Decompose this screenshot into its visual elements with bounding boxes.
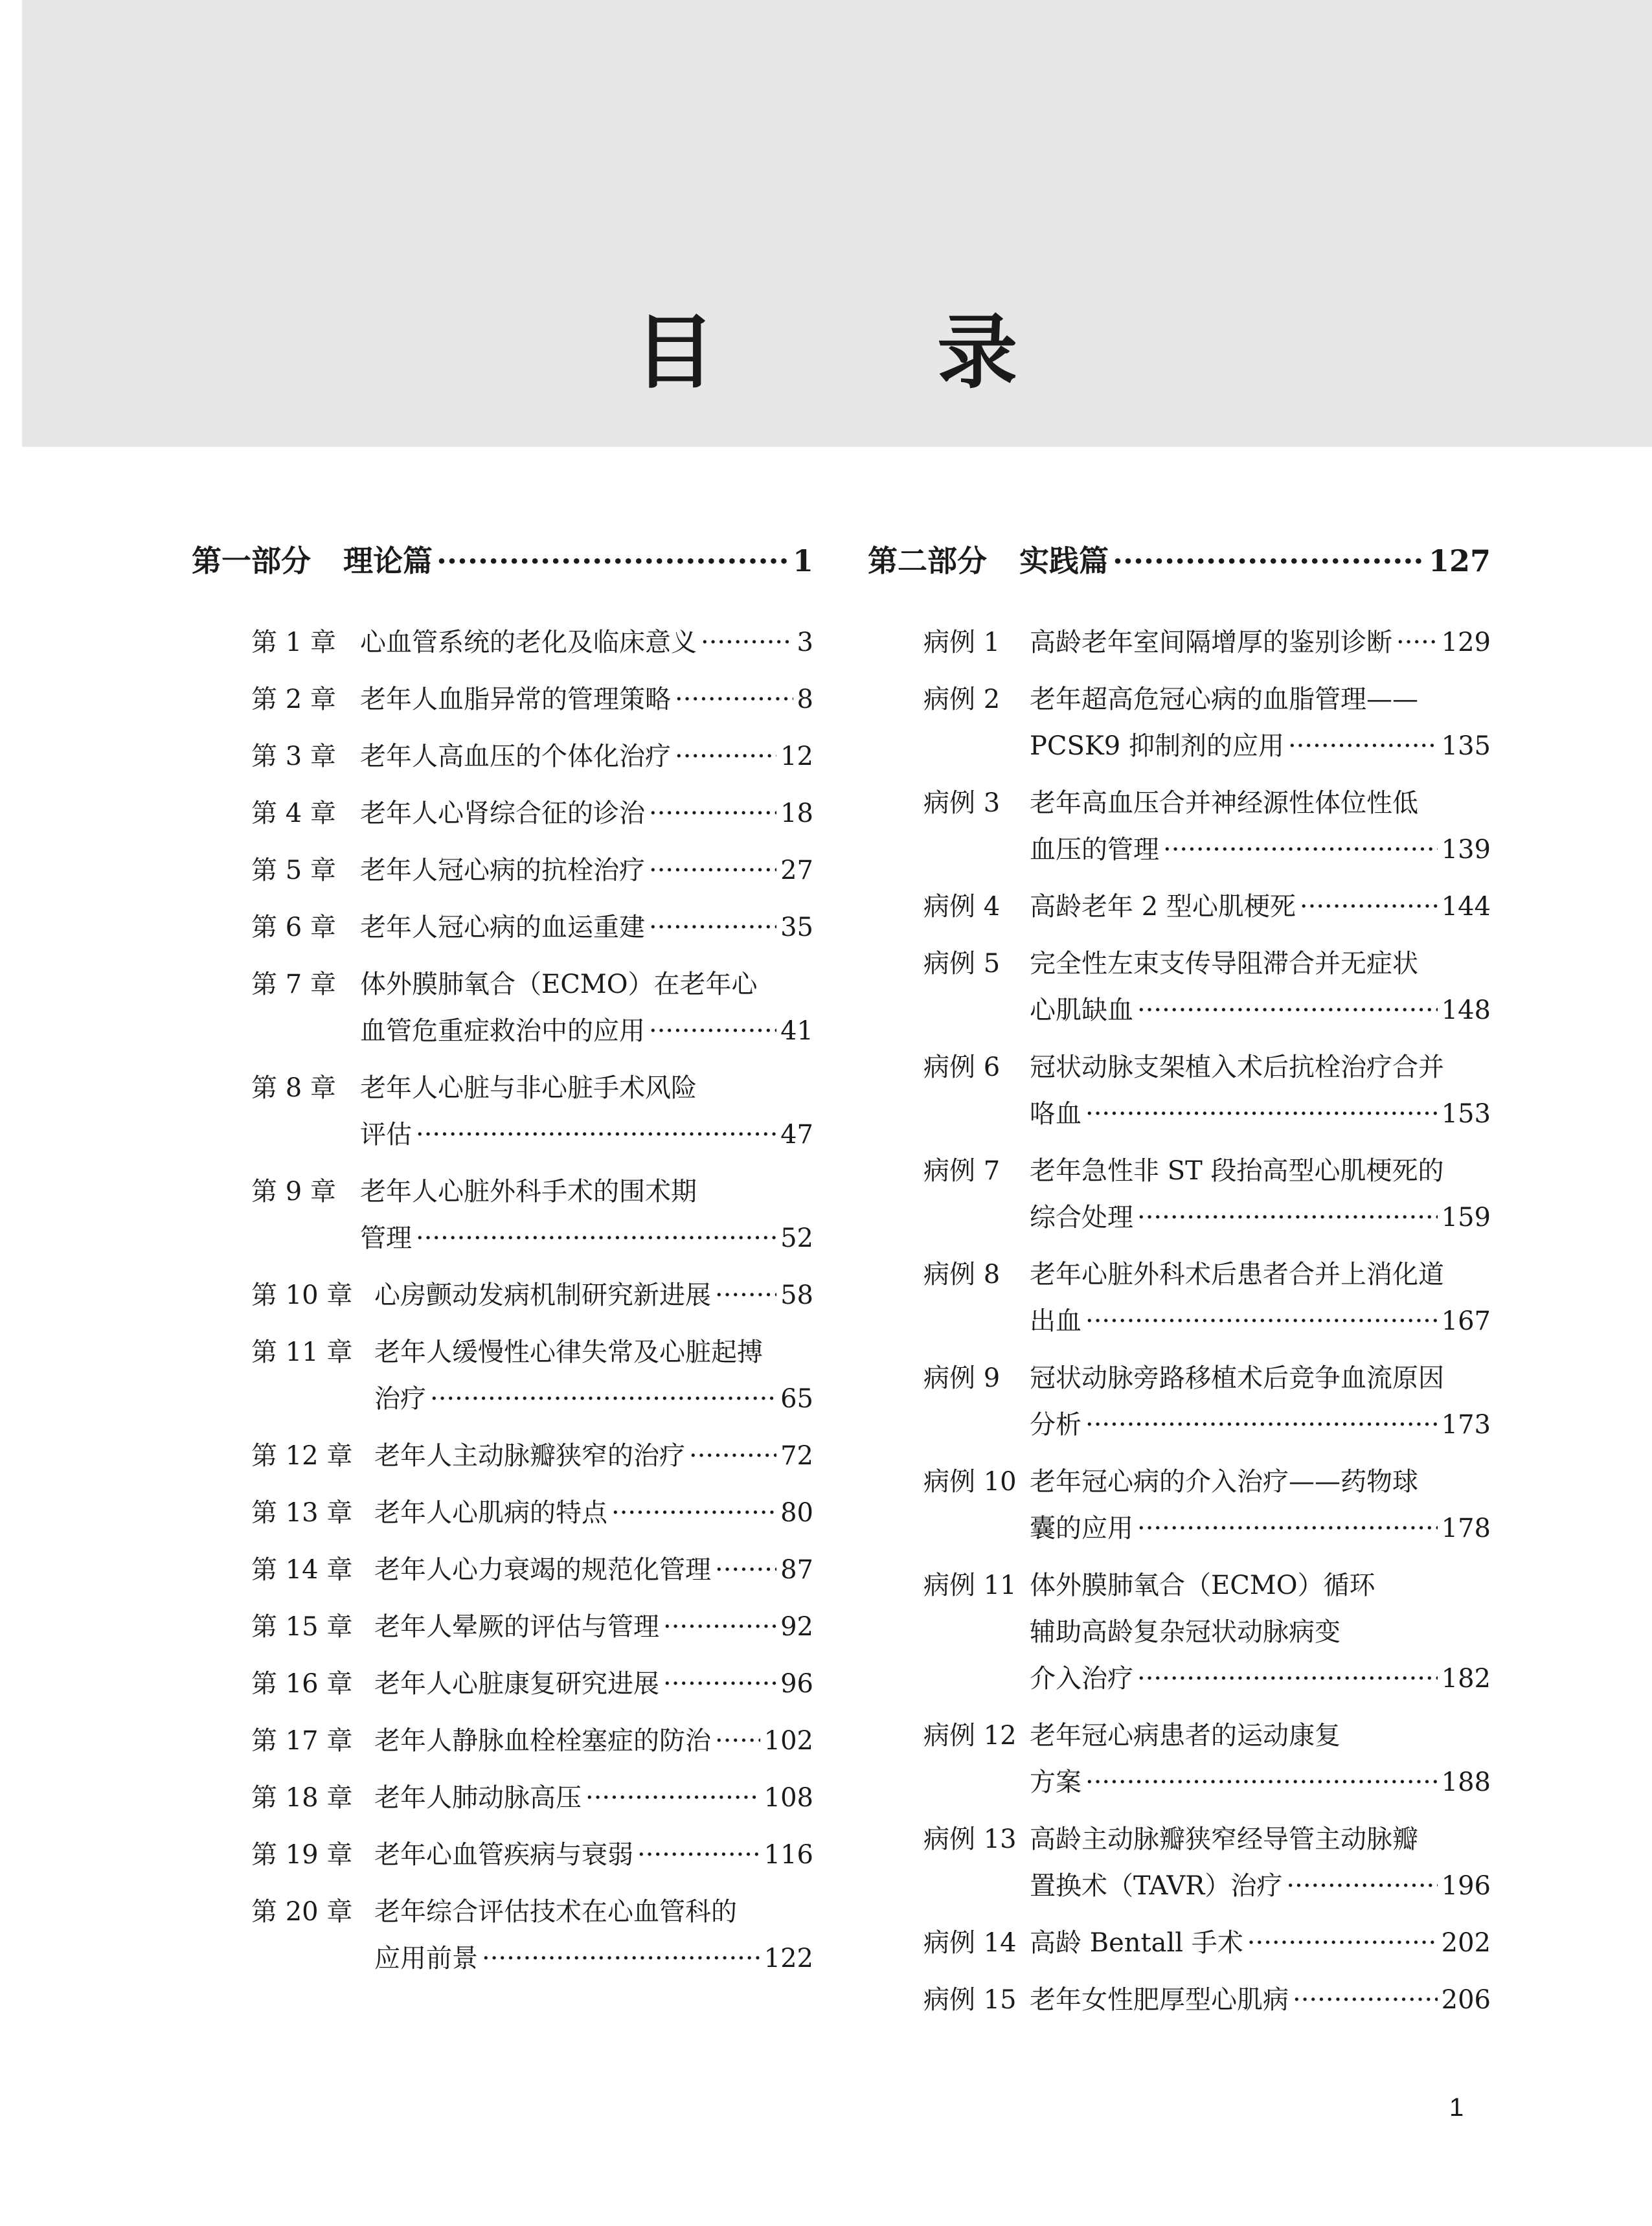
entry-title: 心肌缺血 (1030, 995, 1133, 1025)
entry-title: 出血 (1030, 1306, 1081, 1336)
entry-number: 病例 14 (923, 1928, 1017, 1958)
leader-dots (675, 676, 793, 723)
entry-page: 159 (1441, 1203, 1491, 1232)
entry-line (1030, 1977, 1491, 2023)
toc-entry[interactable] (192, 1832, 813, 1878)
toc-entry[interactable] (868, 1044, 1491, 1137)
entry-line (1030, 1355, 1491, 1402)
entry-line (360, 619, 813, 666)
toc-part-1 (192, 538, 813, 1992)
entry-number: 第 18 章 (251, 1783, 353, 1813)
entry-title: 血管危重症救治中的应用 (360, 1016, 645, 1046)
entry-page: 58 (780, 1280, 813, 1310)
entry-number: 病例 1 (923, 628, 1001, 657)
entry-line (1030, 1505, 1491, 1552)
toc-entry[interactable] (868, 1148, 1491, 1241)
entry-number: 第 15 章 (251, 1612, 353, 1642)
entry-title: 老年人心脏外科手术的围术期 (360, 1177, 697, 1207)
entry-body (374, 1718, 813, 1764)
entry-number: 病例 11 (923, 1571, 1017, 1600)
leader-dots (689, 1433, 776, 1479)
entry-number: 第 8 章 (251, 1073, 336, 1103)
toc-entry[interactable] (192, 904, 813, 951)
entry-page: 173 (1441, 1410, 1491, 1440)
entry-body (1030, 1355, 1491, 1448)
entry-title: 老年综合评估技术在心血管科的 (374, 1897, 737, 1927)
toc-entry[interactable] (192, 1547, 813, 1593)
leader-dots (649, 904, 776, 951)
entry-title: 心房颤动发病机制研究新进展 (374, 1280, 711, 1310)
entry-body (1030, 619, 1491, 666)
entry-page: 41 (780, 1016, 813, 1046)
toc-entry[interactable] (192, 1661, 813, 1707)
leader-dots (1137, 1655, 1438, 1702)
entry-number: 第 14 章 (251, 1555, 353, 1585)
toc-entry[interactable] (868, 1977, 1491, 2023)
entry-line (360, 1168, 813, 1215)
entry-number: 第 1 章 (251, 628, 336, 657)
entry-title: 高龄老年室间隔增厚的鉴别诊断 (1030, 628, 1392, 657)
entry-title: 评估 (360, 1120, 412, 1150)
entry-number: 第 10 章 (251, 1280, 353, 1310)
entry-page: 178 (1441, 1514, 1491, 1543)
part-title: 实践篇 (1019, 543, 1109, 578)
part-heading[interactable] (868, 538, 1491, 591)
entry-page: 102 (764, 1726, 813, 1756)
entry-title: 治疗 (374, 1384, 426, 1414)
entry-body (1030, 1712, 1491, 1806)
toc-entry[interactable] (192, 1065, 813, 1158)
entry-line (1030, 1562, 1491, 1609)
entry-line (374, 1604, 813, 1650)
toc-entry[interactable] (192, 1168, 813, 1262)
entry-title: 老年人冠心病的抗栓治疗 (360, 856, 645, 885)
entry-line (374, 1832, 813, 1878)
entry-title: 老年心血管疾病与衰弱 (374, 1840, 633, 1870)
entry-number: 第 6 章 (251, 913, 336, 942)
toc-part-2 (868, 538, 1491, 2034)
entry-title: 老年冠心病患者的运动康复 (1030, 1721, 1341, 1751)
leader-dots (585, 1775, 760, 1821)
entry-title: 综合处理 (1030, 1203, 1133, 1232)
entry-title: 老年女性肥厚型心肌病 (1030, 1985, 1289, 2015)
toc-entry[interactable] (192, 1718, 813, 1764)
leader-dots (1163, 826, 1438, 873)
entry-title: 体外膜肺氧合（ECMO）循环 (1030, 1571, 1375, 1600)
toc-entry[interactable] (192, 733, 813, 780)
entry-line (374, 1935, 813, 1982)
entry-page: 87 (780, 1555, 813, 1585)
entry-title: 老年人主动脉瓣狭窄的治疗 (374, 1441, 685, 1471)
toc-entry[interactable] (868, 619, 1491, 666)
entry-line (1030, 1655, 1491, 1702)
entry-title: 老年人晕厥的评估与管理 (374, 1612, 659, 1642)
toc-entry[interactable] (868, 1459, 1491, 1552)
entry-title: 血压的管理 (1030, 835, 1159, 865)
toc-entry[interactable] (192, 847, 813, 894)
toc-entry[interactable] (868, 1816, 1491, 1909)
entry-title: 冠状动脉旁路移植术后竞争血流原因 (1030, 1363, 1444, 1393)
entry-line (1030, 1194, 1491, 1241)
toc-entry[interactable] (192, 961, 813, 1054)
leader-dots (1396, 619, 1438, 666)
entry-body (1030, 1459, 1491, 1552)
page-title: 目 录 (634, 306, 1115, 400)
entry-number: 病例 5 (923, 949, 1001, 979)
entry-page: 108 (764, 1783, 813, 1813)
entry-line (374, 1376, 813, 1422)
leader-dots (675, 733, 776, 780)
toc-entry[interactable] (192, 1433, 813, 1479)
toc-entry[interactable] (868, 1712, 1491, 1806)
toc-entry[interactable] (868, 1920, 1491, 1966)
entry-line (360, 1111, 813, 1158)
entry-title: 方案 (1030, 1767, 1081, 1797)
entry-number: 病例 15 (923, 1985, 1017, 2015)
entry-page: 92 (780, 1612, 813, 1642)
toc-entry[interactable] (192, 1329, 813, 1422)
entry-title: 老年人心肾综合征的诊治 (360, 799, 645, 828)
entry-body (374, 1433, 813, 1479)
entry-line (1030, 1402, 1491, 1448)
leader-dots (1286, 1863, 1437, 1909)
leader-dots (1247, 1920, 1438, 1966)
leader-dots (1085, 1298, 1438, 1345)
leader-dots (416, 1215, 776, 1262)
entry-title: 咯血 (1030, 1099, 1081, 1129)
entry-page: 80 (780, 1498, 813, 1528)
page-number: 1 (1449, 2093, 1464, 2122)
entry-line (374, 1433, 813, 1479)
entry-title: 老年人心力衰竭的规范化管理 (374, 1555, 711, 1585)
entry-number: 病例 8 (923, 1260, 1001, 1289)
toc-entry[interactable] (868, 1251, 1491, 1345)
entry-number: 病例 4 (923, 892, 1001, 922)
entry-line (1030, 1863, 1491, 1909)
leader-dots (1085, 1091, 1438, 1137)
leader-dots (715, 1718, 760, 1764)
entry-title: 老年高血压合并神经源性体位性低 (1030, 788, 1418, 818)
entry-line (360, 676, 813, 723)
toc-entry[interactable] (192, 1775, 813, 1821)
entry-line (1030, 987, 1491, 1034)
entry-number: 第 7 章 (251, 970, 336, 999)
entry-number: 病例 10 (923, 1467, 1017, 1497)
entry-body (360, 619, 813, 666)
entry-title: 老年人心脏康复研究进展 (374, 1669, 659, 1699)
entry-line (1030, 1609, 1491, 1655)
entry-title: 老年冠心病的介入治疗——药物球 (1030, 1467, 1418, 1497)
leader-dots (1137, 1505, 1438, 1552)
leader-dots (715, 1547, 776, 1593)
entry-line (360, 904, 813, 951)
part-title: 理论篇 (343, 543, 433, 578)
entry-number: 病例 3 (923, 788, 1001, 818)
entry-body (374, 1329, 813, 1422)
entry-body (374, 1889, 813, 1982)
entry-line (360, 1215, 813, 1262)
leader-dots (482, 1935, 760, 1982)
entry-title: 体外膜肺氧合（ECMO）在老年心 (360, 970, 758, 999)
toc-entry[interactable] (192, 676, 813, 723)
entry-page: 12 (780, 742, 813, 771)
entry-number: 第 16 章 (251, 1669, 353, 1699)
entry-page: 206 (1441, 1985, 1491, 2015)
entry-list (868, 619, 1491, 2023)
entry-line (360, 1065, 813, 1111)
leader-dots (663, 1661, 776, 1707)
entry-title: 老年人肺动脉高压 (374, 1783, 582, 1813)
entry-line (1030, 940, 1491, 987)
leader-dots (1085, 1402, 1438, 1448)
entry-title: 心血管系统的老化及临床意义 (360, 628, 697, 657)
entry-title: 完全性左束支传导阻滞合并无症状 (1030, 949, 1418, 979)
entry-title: 老年人缓慢性心律失常及心脏起搏 (374, 1337, 763, 1367)
entry-page: 167 (1441, 1306, 1491, 1336)
entry-line (1030, 1459, 1491, 1505)
entry-title: 老年超高危冠心病的血脂管理—— (1030, 685, 1418, 714)
entry-title: 高龄主动脉瓣狭窄经导管主动脉瓣 (1030, 1824, 1418, 1854)
entry-line (1030, 1759, 1491, 1806)
entry-line (374, 1775, 813, 1821)
entry-line (374, 1272, 813, 1319)
entry-body (1030, 780, 1491, 873)
entry-line (374, 1329, 813, 1376)
entry-number: 第 11 章 (251, 1337, 353, 1367)
toc-entry[interactable] (192, 1490, 813, 1536)
entry-body (360, 1168, 813, 1262)
entry-title: 老年人冠心病的血运重建 (360, 913, 645, 942)
entry-line (1030, 723, 1491, 769)
entry-title: 老年人静脉血栓栓塞症的防治 (374, 1726, 711, 1756)
leader-dots (430, 1376, 776, 1422)
part-page: 127 (1428, 543, 1491, 578)
leader-dots (715, 1272, 776, 1319)
entry-page: 52 (780, 1223, 813, 1253)
entry-number: 第 19 章 (251, 1840, 353, 1870)
entry-number: 病例 7 (923, 1156, 1001, 1186)
entry-line (1030, 1920, 1491, 1966)
entry-body (374, 1490, 813, 1536)
leader-dots (663, 1604, 776, 1650)
part-heading[interactable] (192, 538, 813, 591)
entry-body (374, 1547, 813, 1593)
entry-body (1030, 1562, 1491, 1702)
leader-dots (1137, 987, 1438, 1034)
entry-line (1030, 1044, 1491, 1091)
toc-entry[interactable] (868, 1355, 1491, 1448)
entry-title: 老年人心肌病的特点 (374, 1498, 607, 1528)
leader-dots (649, 1008, 776, 1054)
entry-body (360, 676, 813, 723)
entry-title: 老年人高血压的个体化治疗 (360, 742, 671, 771)
leader-dots (701, 619, 793, 666)
entry-body (1030, 1920, 1491, 1966)
entry-page: 135 (1441, 731, 1491, 761)
toc-entry[interactable] (868, 1562, 1491, 1702)
toc-entry[interactable] (192, 790, 813, 837)
entry-title: 高龄 Bentall 手术 (1030, 1928, 1243, 1958)
entry-line (1030, 826, 1491, 873)
entry-body (374, 1661, 813, 1707)
entry-body (1030, 676, 1491, 769)
entry-page: 148 (1441, 995, 1491, 1025)
entry-page: 182 (1441, 1664, 1491, 1694)
entry-number: 第 12 章 (251, 1441, 353, 1471)
entry-line (1030, 1712, 1491, 1759)
leader-dots (1113, 543, 1425, 578)
toc-entry[interactable] (192, 619, 813, 666)
leader-dots (1300, 883, 1438, 930)
entry-line (374, 1718, 813, 1764)
toc-entry[interactable] (868, 780, 1491, 873)
entry-title: 老年人心脏与非心脏手术风险 (360, 1073, 697, 1103)
entry-page: 96 (780, 1669, 813, 1699)
entry-number: 第 17 章 (251, 1726, 353, 1756)
entry-number: 第 20 章 (251, 1897, 353, 1927)
entry-title: 介入治疗 (1030, 1664, 1133, 1694)
part-label: 第二部分 (868, 543, 987, 578)
entry-page: 65 (780, 1384, 813, 1414)
toc-entry[interactable] (868, 676, 1491, 769)
entry-body (360, 733, 813, 780)
toc-entry[interactable] (192, 1889, 813, 1982)
entry-title: 分析 (1030, 1410, 1081, 1440)
leader-dots (649, 790, 776, 837)
entry-line (360, 733, 813, 780)
entry-number: 第 4 章 (251, 799, 336, 828)
entry-line (374, 1547, 813, 1593)
entry-line (1030, 1091, 1491, 1137)
entry-page: 18 (780, 799, 813, 828)
entry-line (1030, 780, 1491, 826)
entry-number: 病例 13 (923, 1824, 1017, 1854)
entry-line (1030, 619, 1491, 666)
entry-number: 病例 2 (923, 685, 1001, 714)
toc-entry[interactable] (868, 940, 1491, 1034)
entry-page: 139 (1441, 835, 1491, 865)
part-label: 第一部分 (192, 543, 311, 578)
entry-page: 144 (1441, 892, 1491, 922)
entry-line (1030, 1148, 1491, 1194)
leader-dots (1137, 1194, 1438, 1241)
entry-body (1030, 1148, 1491, 1241)
entry-title: 冠状动脉支架植入术后抗栓治疗合并 (1030, 1052, 1444, 1082)
leader-dots (436, 543, 789, 578)
entry-page: 8 (797, 685, 813, 714)
entry-line (360, 1008, 813, 1054)
leader-dots (1085, 1759, 1438, 1806)
entry-number: 第 2 章 (251, 685, 336, 714)
entry-title: 老年心脏外科术后患者合并上消化道 (1030, 1260, 1444, 1289)
entry-line (374, 1661, 813, 1707)
entry-page: 153 (1441, 1099, 1491, 1129)
entry-body (374, 1272, 813, 1319)
entry-body (1030, 1251, 1491, 1345)
entry-page: 3 (797, 628, 813, 657)
entry-page: 116 (764, 1840, 813, 1870)
entry-title: 囊的应用 (1030, 1514, 1133, 1543)
entry-body (360, 790, 813, 837)
entry-line (374, 1490, 813, 1536)
entry-body (1030, 940, 1491, 1034)
leader-dots (649, 847, 776, 894)
entry-body (1030, 1816, 1491, 1909)
entry-page: 27 (780, 856, 813, 885)
entry-line (360, 847, 813, 894)
entry-title: 应用前景 (374, 1944, 478, 1973)
toc-entry[interactable] (192, 1272, 813, 1319)
entry-line (1030, 1816, 1491, 1863)
entry-line (1030, 883, 1491, 930)
entry-page: 202 (1441, 1928, 1491, 1958)
entry-number: 病例 9 (923, 1363, 1001, 1393)
entry-body (374, 1775, 813, 1821)
entry-title: 老年人血脂异常的管理策略 (360, 685, 671, 714)
toc-entry[interactable] (868, 883, 1491, 930)
entry-line (374, 1889, 813, 1935)
entry-title: 高龄老年 2 型心肌梗死 (1030, 892, 1296, 922)
entry-line (360, 961, 813, 1008)
entry-body (360, 904, 813, 951)
leader-dots (416, 1111, 776, 1158)
entry-page: 72 (780, 1441, 813, 1471)
entry-number: 病例 6 (923, 1052, 1001, 1082)
entry-number: 病例 12 (923, 1721, 1017, 1751)
entry-number: 第 5 章 (251, 856, 336, 885)
entry-line (1030, 676, 1491, 723)
entry-title: 置换术（TAVR）治疗 (1030, 1871, 1283, 1901)
entry-body (360, 1065, 813, 1158)
entry-page: 188 (1441, 1767, 1491, 1797)
entry-title: PCSK9 抑制剂的应用 (1030, 731, 1284, 761)
entry-title: 管理 (360, 1223, 412, 1253)
entry-body (1030, 1977, 1491, 2023)
entry-page: 196 (1441, 1871, 1491, 1901)
leader-dots (1293, 1977, 1438, 2023)
entry-list (192, 619, 813, 1982)
toc-entry[interactable] (192, 1604, 813, 1650)
entry-line (360, 790, 813, 837)
entry-number: 第 9 章 (251, 1177, 336, 1207)
entry-body (374, 1604, 813, 1650)
leader-dots (637, 1832, 760, 1878)
leader-dots (611, 1490, 776, 1536)
entry-page: 35 (780, 913, 813, 942)
entry-number: 第 13 章 (251, 1498, 353, 1528)
entry-body (1030, 883, 1491, 930)
entry-body (374, 1832, 813, 1878)
entry-line (1030, 1298, 1491, 1345)
entry-body (1030, 1044, 1491, 1137)
leader-dots (1288, 723, 1438, 769)
entry-body (360, 961, 813, 1054)
entry-line (1030, 1251, 1491, 1298)
part-page: 1 (792, 543, 813, 578)
entry-number: 第 3 章 (251, 742, 336, 771)
entry-body (360, 847, 813, 894)
entry-title: 辅助高龄复杂冠状动脉病变 (1030, 1617, 1341, 1647)
entry-page: 122 (764, 1944, 813, 1973)
entry-page: 47 (780, 1120, 813, 1150)
entry-page: 129 (1441, 628, 1491, 657)
entry-title: 老年急性非 ST 段抬高型心肌梗死的 (1030, 1156, 1444, 1186)
